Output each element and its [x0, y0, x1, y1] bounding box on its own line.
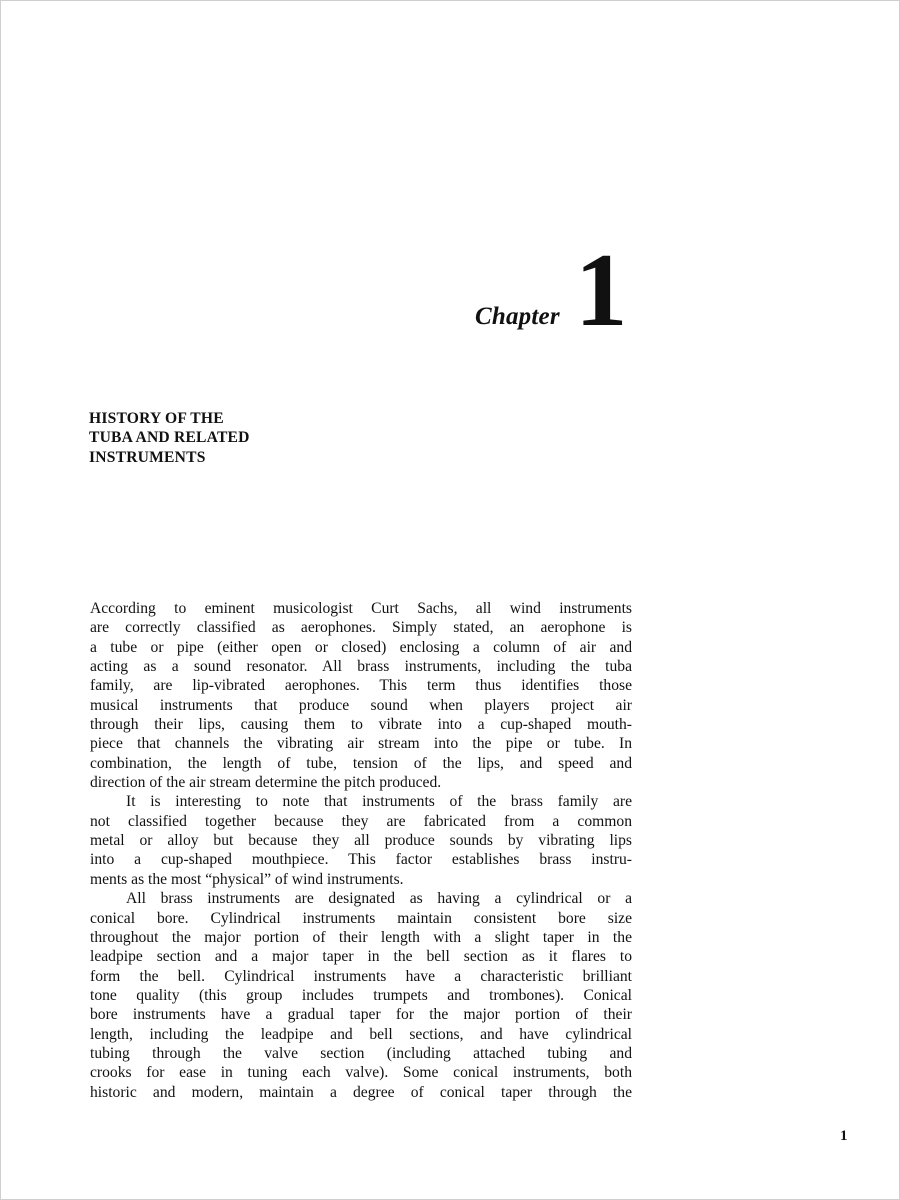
- text-line: bore instruments have a gradual taper for the major portion of their: [90, 1006, 632, 1024]
- paragraph-3: [90, 889, 632, 1102]
- text-line: into a cup-shaped mouthpiece. This factor establishes brass instru-: [90, 851, 632, 869]
- text-line: combination, the length of tube, tension of the lips, and speed and: [90, 754, 632, 772]
- text-line: are correctly classified as aerophones. Simply stated, an aerophone is: [90, 619, 632, 637]
- text-line: metal or alloy but because they all produce sounds by vibrating lips: [90, 832, 632, 850]
- text-line: ments as the most “physical” of wind instruments.: [90, 870, 404, 888]
- text-line: piece that channels the vibrating air stream into the pipe or tube. In: [90, 735, 632, 753]
- title-line: INSTRUMENTS: [89, 448, 206, 466]
- chapter-heading: [471, 231, 671, 348]
- text-line: leadpipe section and a major taper in the bell section as it flares to: [90, 948, 632, 966]
- chapter-label: Chapter: [475, 303, 560, 330]
- text-line: throughout the major portion of their length with a slight taper in the: [90, 928, 632, 946]
- page-number: 1: [840, 1128, 848, 1144]
- text-line: form the bell. Cylindrical instruments have a characteristic brilliant: [90, 967, 632, 985]
- text-line: musical instruments that produce sound when players project air: [90, 696, 632, 714]
- title-line: HISTORY OF THE: [89, 410, 224, 427]
- title-line: TUBA AND RELATED: [89, 429, 250, 447]
- text-line: tubing through the valve section (including attached tubing and: [90, 1044, 632, 1062]
- chapter-number: 1: [575, 231, 628, 348]
- text-line: It is interesting to note that instruments of the brass family are: [126, 793, 632, 811]
- body-text: [90, 599, 632, 1102]
- text-line: direction of the air stream determine the pitch produced.: [90, 774, 442, 792]
- paragraph-1: [90, 599, 632, 792]
- text-line: not classified together because they are fabricated from a common: [90, 812, 632, 830]
- text-line: conical bore. Cylindrical instruments maintain consistent bore size: [90, 909, 632, 927]
- text-line: historic and modern, maintain a degree of conical taper through the: [90, 1083, 632, 1101]
- chapter-title: [89, 409, 649, 467]
- text-line: length, including the leadpipe and bell sections, and have cylindrical: [90, 1025, 632, 1043]
- text-line: through their lips, causing them to vibrate into a cup-shaped mouth-: [90, 716, 632, 734]
- text-line: crooks for ease in tuning each valve). Some conical instruments, both: [90, 1064, 632, 1082]
- paragraph-2: [90, 792, 632, 889]
- text-line: family, are lip-vibrated aerophones. This term thus identifies those: [90, 677, 632, 695]
- text-line: acting as a sound resonator. All brass instruments, including the tuba: [90, 658, 632, 676]
- text-line: tone quality (this group includes trumpets and trombones). Conical: [90, 986, 632, 1004]
- text-line: a tube or pipe (either open or closed) enclosing a column of air and: [90, 638, 632, 656]
- text-line: According to eminent musicologist Curt Sachs, all wind instruments: [90, 600, 632, 617]
- text-line: All brass instruments are designated as having a cylindrical or a: [126, 890, 632, 908]
